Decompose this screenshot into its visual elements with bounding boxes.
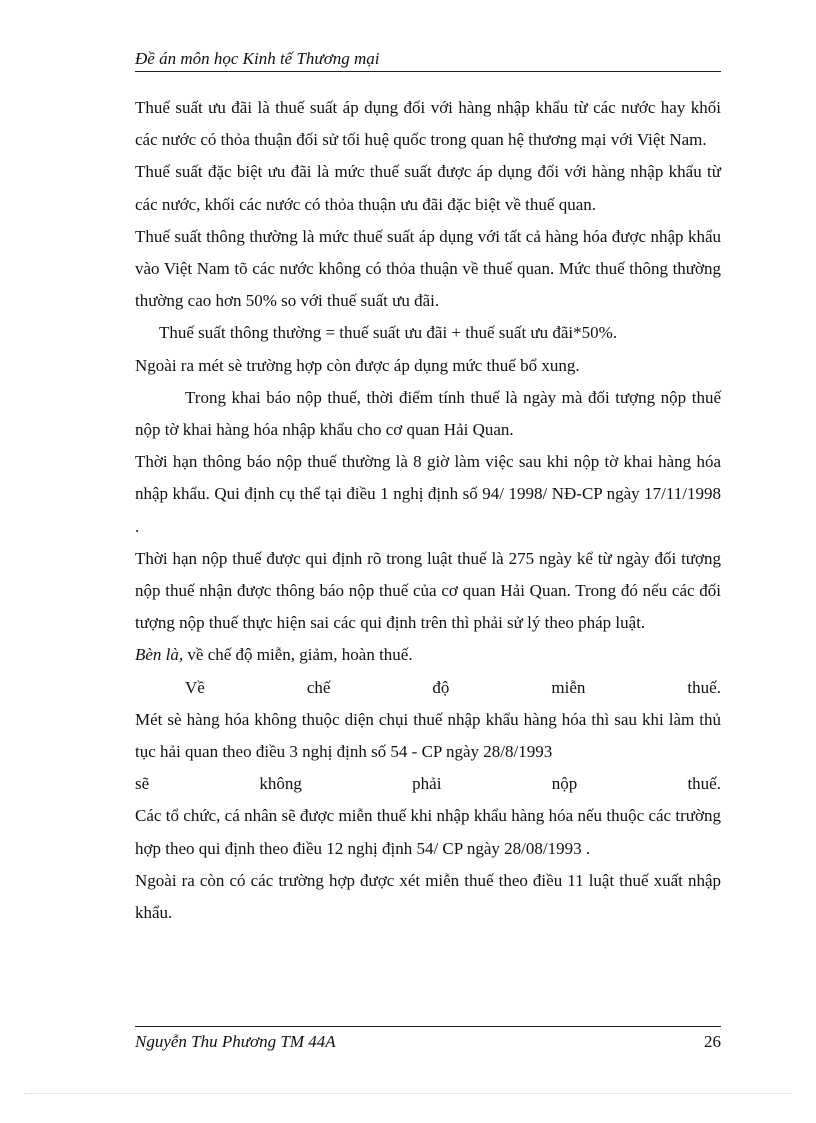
paragraph-preferential-tax: Thuế suất ưu đãi là thuế suất áp dụng đối với hàng nhập khẩu từ các nước hay khối các nước có thỏa thuận đối sử tối huệ quốc trong quan hệ thương mại với Việt Nam. <box>135 98 721 150</box>
paragraph-exemption-heading <box>135 672 721 704</box>
tail-word: nộp <box>551 774 578 794</box>
paragraph-exempt-organizations: Các tổ chức, cá nhân sẽ được miễn thuế khi nhập khẩu hàng hóa nếu thuộc các trường hợp theo qui định theo điều 12 nghị định 54/ CP ngày 28/08/1993 . <box>135 806 721 858</box>
paragraph-non-taxable-goods: Mét sè hàng hóa không thuộc diện chụi thuế nhập khẩu hàng hóa thì sau khi làm thủ tục hải quan theo điều 3 nghị định số 54 - CP ngày 28/8/1993 <box>135 709 721 762</box>
paragraph-tax-declaration: Trong khai báo nộp thuế, thời điểm tính thuế là ngày mà đối tượng nộp thuế nộp tờ khai hàng hóa nhập khẩu cho cơ quan Hải Quan. <box>135 387 721 440</box>
page-number: 26 <box>704 1032 721 1051</box>
page-bottom-divider <box>24 1093 792 1094</box>
paragraph-additional-tax: Ngoài ra mét sè trường hợp còn được áp dụng mức thuế bổ xung. <box>135 355 580 375</box>
paragraph-non-taxable-tail <box>135 768 721 800</box>
tail-word: sẽ <box>135 774 150 794</box>
heading-word: độ <box>432 677 450 697</box>
paragraph-payment-deadline: Thời hạn nộp thuế được qui định rõ trong luật thuế là 275 ngày kể từ ngày đối tượng nộp thuế nhận được thông báo nộp thuế của cơ quan Hải Quan. Trong đó nếu các đối tượng nộp thuế thực hiện sai các qui định trên thì phải sử lý theo pháp luật. <box>135 548 721 633</box>
paragraph-tax-formula: Thuế suất thông thường = thuế suất ưu đãi + thuế suất ưu đãi*50%. <box>159 323 618 343</box>
paragraph-special-preferential-tax: Thuế suất đặc biệt ưu đãi là mức thuế suất được áp dụng đối với hàng nhập khẩu từ các nước, khối các nước có thỏa thuận ưu đãi đặc biệt về thuế quan. <box>135 162 721 214</box>
footer-author: Nguyễn Thu Phương TM 44A <box>135 1032 336 1051</box>
document-body <box>135 92 721 929</box>
tail-word: phải <box>412 774 442 794</box>
fourth-point-text: về chế độ miễn, giảm, hoàn thuế. <box>183 645 413 665</box>
header-title: Đề án môn học Kinh tế Thương mại <box>135 49 380 68</box>
paragraph-other-exemptions: Ngoài ra còn có các trường hợp được xét miễn thuế theo điều 11 luật thuế xuất nhập khẩu. <box>135 870 721 923</box>
paragraph-notice-deadline: Thời hạn thông báo nộp thuế thường là 8 giờ làm việc sau khi nộp tờ khai hàng hóa nhập khẩu. Qui định cụ thể tại điều 1 nghị định số 94/ 1998/ NĐ-CP ngày 17/11/1998 . <box>135 452 721 536</box>
fourth-point-label: Bèn là, <box>135 645 184 665</box>
heading-word: miễn <box>551 677 586 697</box>
page-footer <box>135 1026 721 1053</box>
heading-word: thuế. <box>687 677 721 697</box>
paragraph-fourth-point <box>135 639 721 671</box>
tail-word: không <box>259 774 302 794</box>
paragraph-normal-tax: Thuế suất thông thường là mức thuế suất áp dụng với tất cả hàng hóa được nhập khẩu vào Việt Nam tõ các nước không có thỏa thuận về thuế quan. Mức thuế thông thường thường cao hơn 50% so với thuế suất ưu đãi. <box>135 226 721 311</box>
tail-word: thuế. <box>687 774 721 794</box>
heading-word: chế <box>306 677 331 697</box>
page-header <box>135 48 721 72</box>
heading-word: Về <box>185 677 205 697</box>
